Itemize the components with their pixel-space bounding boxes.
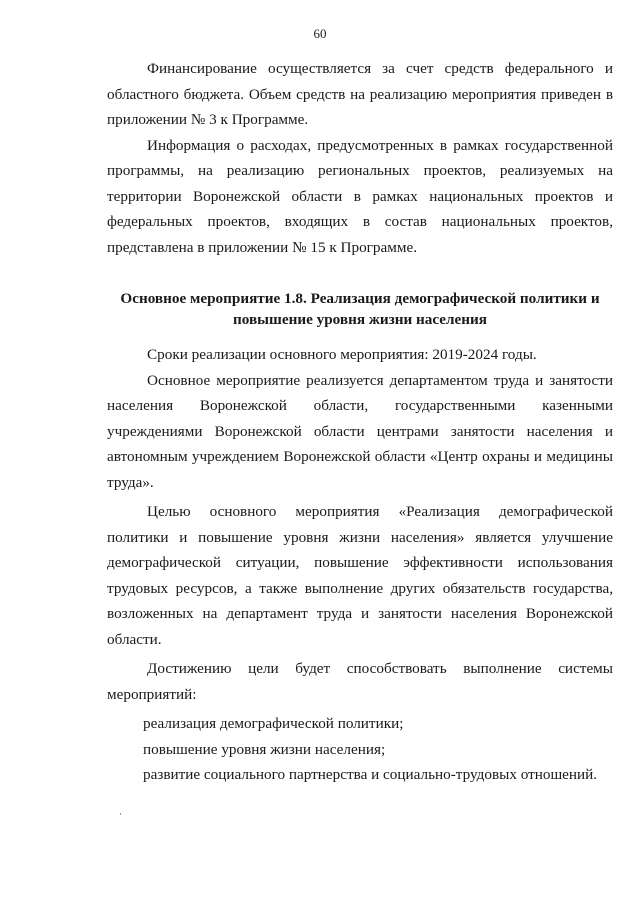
paragraph-financing: Финансирование осуществляется за счет средств федерального и областного бюджета. Объем средств на реализацию мероприятия приведен в приложении № 3 к Программе.	[107, 60, 613, 128]
list-item: повышение уровня жизни населения;	[143, 740, 386, 758]
paragraph-achievement: Достижению цели будет способствовать выполнение системы мероприятий:	[107, 660, 613, 703]
section-heading: Основное мероприятие 1.8. Реализация демографической политики и повышение уровня жизни населения	[120, 290, 600, 328]
list-item: развитие социального партнерства и социально-трудовых отношений.	[143, 766, 598, 783]
paragraph-terms: Сроки реализации основного мероприятия: 2019-2024 годы.	[147, 346, 537, 363]
list-item: реализация демографической политики;	[143, 715, 404, 732]
paragraph-expenses-info: Информация о расходах, предусмотренных в рамках государственной программы, на реализацию региональных проектов, реализуемых на территории Воронежской области в рамках национальных проектов и федеральных проектов, входящих в состав национальных проектов, представлена в приложении № 15 к Программе.	[107, 136, 613, 256]
paragraph-goal: Целью основного мероприятия «Реализация демографической политики и повышение уровня жизни населения» является улучшение демографической ситуации, повышение эффективности использования трудовых ресурсов, а также выполнение других обязательств государства, возложенных на департамент труда и занятости населения Воронежской области.	[107, 503, 613, 648]
paragraph-executors: Основное мероприятие реализуется департаментом труда и занятости населения Воронежской области, государственными казенными учреждениями Воронежской области центрами занятости населения и автономным учреждением Воронежской области «Центр охраны и медицины труда».	[107, 371, 613, 491]
document-body	[107, 56, 613, 788]
scan-speck	[120, 813, 121, 815]
page-number: 60	[313, 26, 327, 41]
